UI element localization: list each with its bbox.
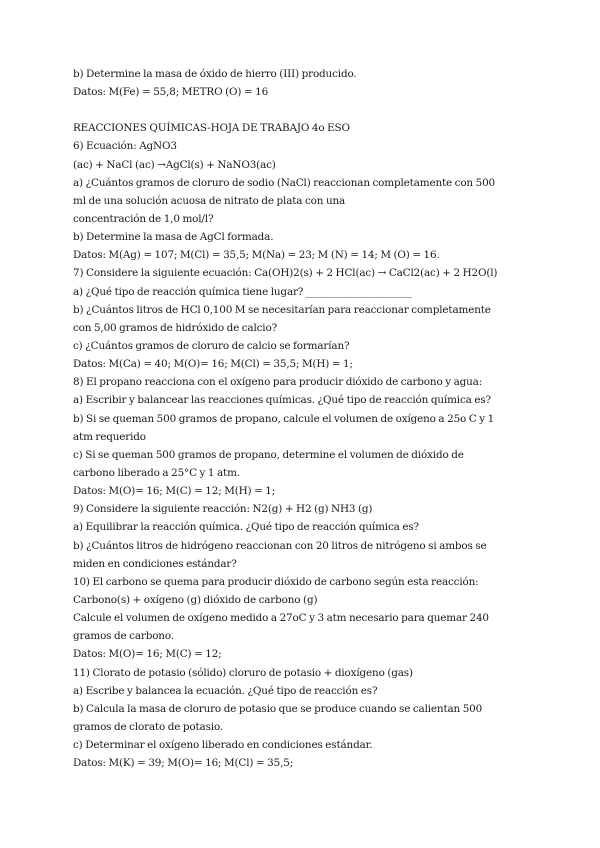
text-line: Datos: M(Ag) = 107; M(Cl) = 35,5; M(Na) = 23; M (N) = 14; M (O) = 16. <box>73 249 440 262</box>
text-line: c) ¿Cuántos gramos de cloruro de calcio se formarían? <box>73 339 350 352</box>
text-line: 8) El propano reacciona con el oxígeno para producir dióxido de carbono y agua: <box>73 376 483 389</box>
text-line: 7) Considere la siguiente ecuación: Ca(OH)2(s) + 2 HCl(ac) → CaCl2(ac) + 2 H2O(l) <box>73 267 498 280</box>
text-line: Datos: M(Ca) = 40; M(O)= 16; M(Cl) = 35,5; M(H) = 1; <box>73 358 353 371</box>
text-line: a) ¿Cuántos gramos de cloruro de sodio (NaCl) reaccionan completamente con 500 <box>73 176 496 189</box>
text-line: (ac) + NaCl (ac) →AgCl(s) + NaNO3(ac) <box>73 158 276 171</box>
text-line: a) Escribe y balancea la ecuación. ¿Qué tipo de reacción es? <box>73 684 378 697</box>
text-line: gramos de carbono. <box>73 630 174 643</box>
text-line: Calcule el volumen de oxígeno medido a 27oC y 3 atm necesario para quemar 240 <box>73 612 489 625</box>
text-line: Carbono(s) + oxígeno (g) dióxido de carbono (g) <box>73 593 318 606</box>
document-text <box>73 65 533 772</box>
text-line: a) Equilibrar la reacción química. ¿Qué tipo de reacción química es? <box>73 521 419 534</box>
text-line: con 5,00 gramos de hidróxido de calcio? <box>73 321 278 334</box>
paragraph-gap <box>73 101 533 119</box>
text-line: miden en condiciones estándar? <box>73 557 237 570</box>
text-line: Datos: M(Fe) = 55,8; METRO (O) = 16 <box>73 86 269 99</box>
text-line: Datos: M(O)= 16; M(C) = 12; <box>73 648 222 661</box>
text-line: b) Determine la masa de óxido de hierro (III) producido. <box>73 68 357 80</box>
text-line: b) ¿Cuántos litros de HCl 0,100 M se necesitarían para reaccionar completamente <box>73 303 491 316</box>
text-line: b) Determine la masa de AgCl formada. <box>73 231 274 244</box>
text-line: b) ¿Cuántos litros de hidrógeno reaccionan con 20 litros de nitrógeno si ambos se <box>73 539 487 552</box>
text-line: 11) Clorato de potasio (sólido) cloruro de potasio + dioxígeno (gas) <box>73 666 413 679</box>
text-line: 9) Considere la siguiente reacción: N2(g) + H2 (g) NH3 (g) <box>73 503 373 516</box>
text-line: atm requerido <box>73 430 146 443</box>
text-line: Datos: M(K) = 39; M(O)= 16; M(Cl) = 35,5; <box>73 757 294 770</box>
text-line: concentración de 1,0 mol/l? <box>73 212 214 225</box>
text-line: ml de una solución acuosa de nitrato de plata con una <box>73 194 346 207</box>
worksheet-section <box>73 119 533 772</box>
text-line: c) Determinar el oxígeno liberado en condiciones estándar. <box>73 739 373 752</box>
text-line: 10) El carbono se quema para producir dióxido de carbono según esta reacción: <box>73 575 479 588</box>
text-line: 6) Ecuación: AgNO3 <box>73 140 177 153</box>
text-line: b) Calcula la masa de cloruro de potasio que se produce cuando se calientan 500 <box>73 702 483 715</box>
text-line: Datos: M(O)= 16; M(C) = 12; M(H) = 1; <box>73 485 276 498</box>
text-line: a) Escribir y balancear las reacciones químicas. ¿Qué tipo de reacción química es? <box>73 394 491 407</box>
text-line: carbono liberado a 25°C y 1 atm. <box>73 466 240 479</box>
worksheet-title: REACCIONES QUÍMICAS-HOJA DE TRABAJO 4o ESO <box>73 122 350 135</box>
text-line: b) Si se queman 500 gramos de propano, calcule el volumen de oxígeno a 25o C y 1 <box>73 412 495 425</box>
text-line: c) Si se queman 500 gramos de propano, determine el volumen de dióxido de <box>73 448 464 461</box>
intro-section <box>73 65 533 101</box>
text-line: a) ¿Qué tipo de reacción química tiene lugar? _____________________ <box>73 285 412 298</box>
text-line: gramos de clorato de potasio. <box>73 720 224 733</box>
